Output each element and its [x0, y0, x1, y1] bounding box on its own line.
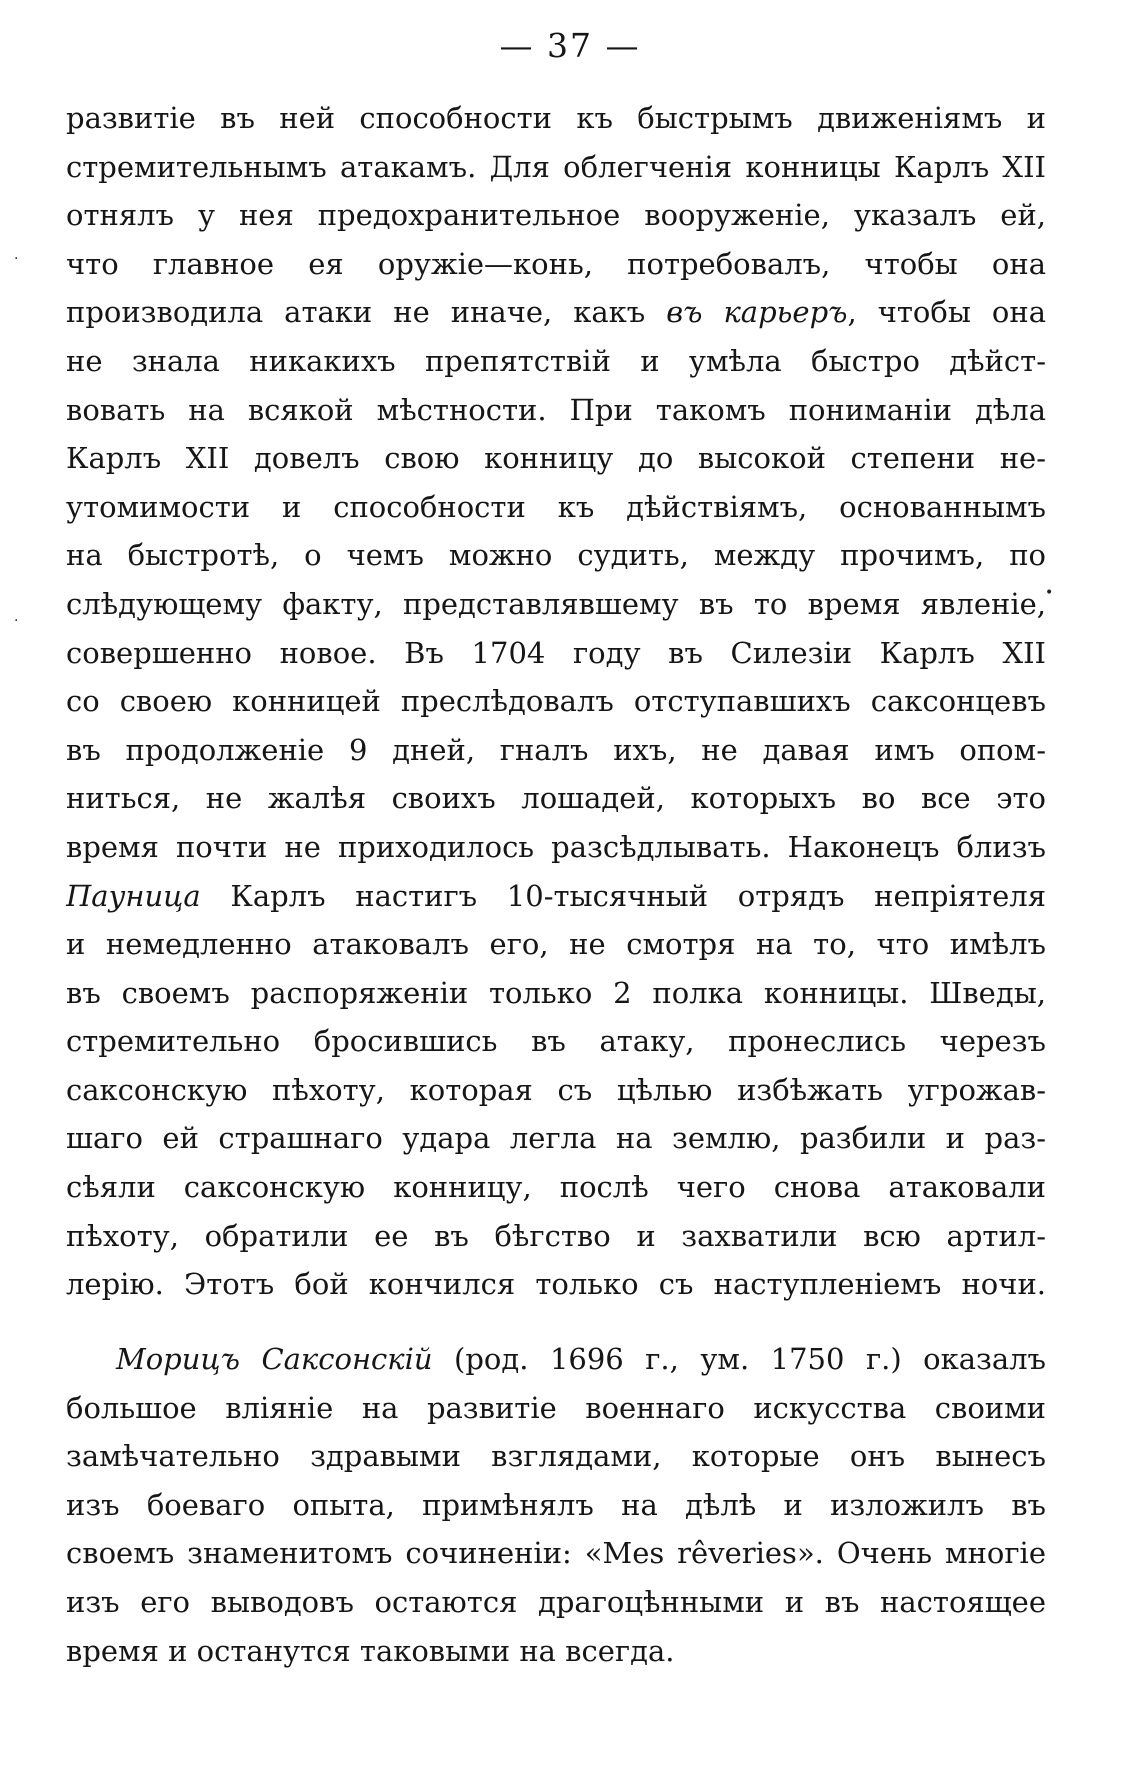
- text-line: и немедленно атаковалъ его, не смотря на то, что имѣлъ: [66, 927, 1046, 962]
- text-line: время и останутся таковыми на всегда.: [66, 1633, 675, 1668]
- text-run: , чтобы она: [847, 295, 1046, 330]
- text-line: изъ его выводовъ остаются драгоцѣнными и въ настоящее: [66, 1584, 1046, 1619]
- text-line: [66, 872, 1046, 921]
- text-line: въ своемъ распоряженіи только 2 полка конницы. Шведы,: [66, 975, 1046, 1010]
- text-line: пѣхоту, обратили ее въ бѣгство и захватили всю артил-: [66, 1218, 1046, 1253]
- text-line: совершенно новое. Въ 1704 году въ Силезіи Карлъ XII: [66, 635, 1046, 670]
- text-line: саксонскую пѣхоту, которая съ цѣлью избѣжать угрожав-: [66, 1072, 1046, 1107]
- text-line: со своею конницей преслѣдовалъ отступавшихъ саксонцевъ: [66, 684, 1046, 719]
- text-run: (род. 1696 г., ум. 1750 г.) оказалъ: [432, 1342, 1046, 1376]
- text-line: стремительно бросившись въ атаку, пронеслись черезъ: [66, 1024, 1046, 1059]
- text-line: замѣчательно здравыми взглядами, которые онъ вынесъ: [66, 1439, 1046, 1474]
- text-line: что главное ея оружіе—конь, потребовалъ, чтобы она: [66, 246, 1046, 281]
- text-line: [66, 1335, 1046, 1384]
- text-line: не знала никакихъ препятствій и умѣла быстро дѣйст-: [66, 343, 1046, 378]
- text-line: сѣяли саксонскую конницу, послѣ чего снова атаковали: [66, 1170, 1046, 1205]
- person-name: Морицъ Саксонскій: [116, 1342, 433, 1376]
- text-line: лерію. Этотъ бой кончился только съ наступленіемъ ночи.: [66, 1267, 1046, 1302]
- margin-dot: •: [1045, 585, 1054, 601]
- text-line: шаго ей страшнаго удара легла на землю, разбили и раз-: [66, 1121, 1046, 1156]
- text-line: время почти не приходилось разсѣдлывать. Наконецъ близъ: [66, 829, 1046, 864]
- page-number: — 37 —: [499, 26, 641, 65]
- emphasis-phrase: въ карьеръ: [666, 295, 848, 330]
- place-name: Пауница: [66, 878, 201, 913]
- text-line: въ продолженіе 9 дней, гналъ ихъ, не давая имъ опом-: [66, 732, 1046, 767]
- text-line: ниться, не жалѣя своихъ лошадей, которыхъ во все это: [66, 781, 1046, 816]
- text-line: слѣдующему факту, представлявшему въ то время явленіе,: [66, 586, 1046, 621]
- text-line: изъ боеваго опыта, примѣнялъ на дѣлѣ и изложилъ въ: [66, 1487, 1046, 1522]
- text-line: на быстротѣ, о чемъ можно судить, между прочимъ, по: [66, 538, 1046, 573]
- text-run: Карлъ настигъ 10-тысячный отрядъ непріятеля: [200, 878, 1046, 913]
- text-run: производила атаки не иначе, какъ: [66, 295, 667, 330]
- text-line: стремительнымъ атакамъ. Для облегченія конницы Карлъ XII: [66, 149, 1046, 184]
- margin-dot: ·: [14, 613, 19, 629]
- text-line: [66, 288, 1046, 337]
- text-line: вовать на всякой мѣстности. При такомъ пониманіи дѣла: [66, 392, 1046, 427]
- text-line: отнялъ у нея предохранительное вооруженіе, указалъ ей,: [66, 198, 1046, 233]
- text-line: утомимости и способности къ дѣйствіямъ, основаннымъ: [66, 489, 1046, 524]
- text-line: своемъ знаменитомъ сочиненіи: «Mes rêveries». Очень многіе: [66, 1536, 1046, 1571]
- paragraph-karl-xii-cavalry: [66, 94, 1046, 1309]
- text-line: Карлъ XII довелъ свою конницу до высокой степени не-: [66, 441, 1046, 476]
- paragraph-maurice-of-saxony: [66, 1335, 1046, 1675]
- text-line: большое вліяніе на развитіе военнаго искусства своими: [66, 1390, 1046, 1425]
- text-line: развитіе въ ней способности къ быстрымъ движеніямъ и: [66, 101, 1046, 135]
- margin-dot: ·: [14, 251, 19, 267]
